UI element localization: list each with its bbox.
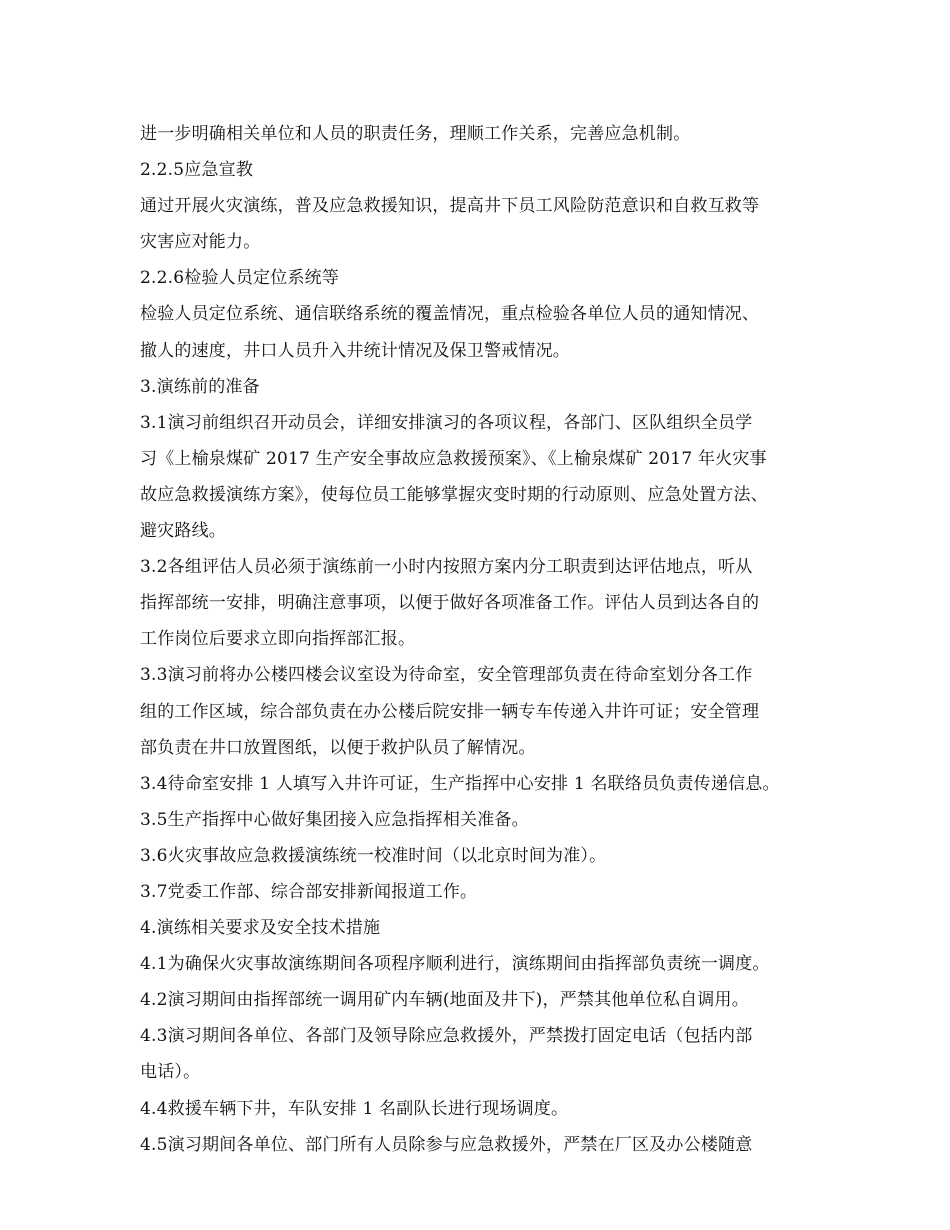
- text-line: 3.2各组评估人员必须于演练前一小时内按照方案内分工职责到达评估地点，听从: [140, 557, 753, 578]
- text-line: 指挥部统一安排，明确注意事项，以便于做好各项准备工作。评估人员到达各自的: [140, 593, 760, 614]
- text-line: 3.5生产指挥中心做好集团接入应急指挥相关准备。: [140, 809, 529, 830]
- section-heading: 4.演练相关要求及安全技术措施: [140, 918, 381, 939]
- text-line: 3.7党委工作部、综合部安排新闻报道工作。: [140, 881, 478, 902]
- text-line: 进一步明确相关单位和人员的职责任务，理顺工作关系，完善应急机制。: [140, 124, 691, 144]
- text-line: 3.6火灾事故应急救援演练统一校准时间（以北京时间为准）。: [140, 845, 607, 866]
- text-line: 4.1为确保火灾事故演练期间各项程序顺利进行，演练期间由指挥部负责统一调度。: [140, 954, 770, 975]
- text-line: 4.5演习期间各单位、部门所有人员除参与应急救援外，严禁在厂区及办公楼随意: [140, 1134, 753, 1155]
- text-line: 3.4待命室安排 1 人填写入井许可证，生产指挥中心安排 1 名联络员负责传递信息。: [140, 773, 780, 794]
- text-line: 组的工作区域，综合部负责在办公楼后院安排一辆专车传递入井许可证；安全管理: [140, 701, 760, 722]
- text-line: 故应急救援演练方案》，使每位员工能够掌握灾变时期的行动原则、应急处置方法、: [140, 484, 768, 505]
- text-line: 3.3演习前将办公楼四楼会议室设为待命室，安全管理部负责在待命室划分各工作: [140, 665, 753, 686]
- text-line: 电话）。: [140, 1062, 201, 1083]
- section-heading: 2.2.5应急宣教: [140, 160, 254, 181]
- text-line: 4.4救援车辆下井，车队安排 1 名副队长进行现场调度。: [140, 1098, 569, 1119]
- document-body: [140, 116, 830, 1163]
- text-line: 部负责在井口放置图纸，以便于救护队员了解情况。: [140, 737, 536, 758]
- text-line: 3.1演习前组织召开动员会，详细安排演习的各项议程，各部门、区队组织全员学: [140, 412, 753, 433]
- text-line: 4.3演习期间各单位、各部门及领导除应急救援外，严禁拨打固定电话（包括内部: [140, 1026, 753, 1047]
- text-line: 灾害应对能力。: [140, 232, 261, 253]
- text-line: 通过开展火灾演练，普及应急救援知识，提高井下员工风险防范意识和自救互救等: [140, 196, 760, 217]
- text-line: 工作岗位后要求立即向指挥部汇报。: [140, 629, 416, 650]
- section-heading: 3.演练前的准备: [140, 376, 260, 397]
- text-line: 检验人员定位系统、通信联络系统的覆盖情况，重点检验各单位人员的通知情况、: [140, 304, 760, 325]
- text-line: 避灾路线。: [140, 521, 226, 542]
- text-line: 撤人的速度，井口人员升入井统计情况及保卫警戒情况。: [140, 340, 570, 361]
- section-heading: 2.2.6检验人员定位系统等: [140, 268, 340, 289]
- text-line: 4.2演习期间由指挥部统一调用矿内车辆(地面及井下)，严禁其他单位私自调用。: [140, 990, 749, 1011]
- text-line: 习《上榆泉煤矿 2017 生产安全事故应急救援预案》、《上榆泉煤矿 2017 年火灾事: [140, 448, 767, 469]
